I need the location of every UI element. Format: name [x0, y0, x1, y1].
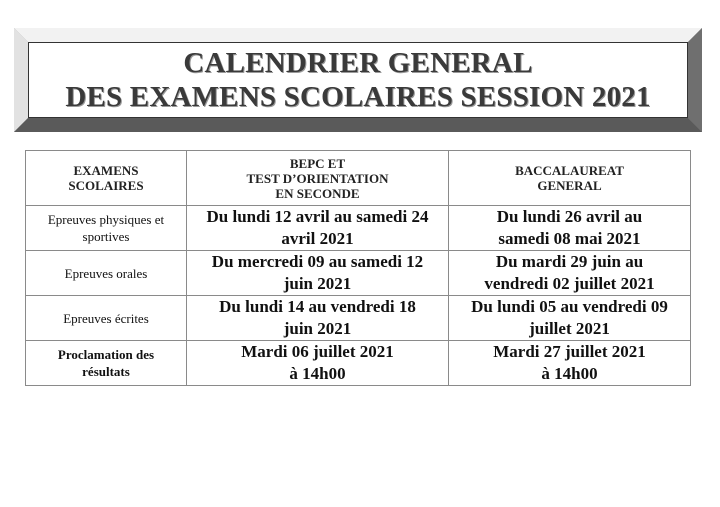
table-row	[26, 251, 691, 296]
frame-bevel-left	[14, 28, 28, 132]
cell-bepc-physical: Du lundi 12 avril au samedi 24 avril 2021	[187, 206, 449, 251]
table-row	[26, 296, 691, 341]
cell-bepc-oral: Du mercredi 09 au samedi 12 juin 2021	[187, 251, 449, 296]
title-line-2: DES EXAMENS SCOLAIRES SESSION 2021	[65, 81, 651, 113]
frame-bevel-right	[688, 28, 702, 132]
row-label-oral: Epreuves orales	[26, 251, 187, 296]
table-header-row	[26, 151, 691, 206]
header-bac: BACCALAUREAT GENERAL	[449, 151, 691, 206]
title-box	[28, 42, 688, 118]
exam-schedule-table	[25, 150, 691, 386]
cell-bac-results: Mardi 27 juillet 2021 à 14h00	[449, 341, 691, 386]
table-row	[26, 341, 691, 386]
table-row	[26, 206, 691, 251]
cell-bepc-results: Mardi 06 juillet 2021 à 14h00	[187, 341, 449, 386]
title-line-1: CALENDRIER GENERAL	[183, 47, 533, 79]
frame-bevel-bottom	[14, 118, 702, 132]
cell-bac-physical: Du lundi 26 avril au samedi 08 mai 2021	[449, 206, 691, 251]
row-label-written: Epreuves écrites	[26, 296, 187, 341]
header-bepc: BEPC ET TEST D’ORIENTATION EN SECONDE	[187, 151, 449, 206]
frame-bevel-top	[14, 28, 702, 42]
cell-bac-oral: Du mardi 29 juin au vendredi 02 juillet 2021	[449, 251, 691, 296]
cell-bac-written: Du lundi 05 au vendredi 09 juillet 2021	[449, 296, 691, 341]
row-label-physical: Epreuves physiques et sportives	[26, 206, 187, 251]
title-frame	[14, 28, 702, 132]
cell-bepc-written: Du lundi 14 au vendredi 18 juin 2021	[187, 296, 449, 341]
header-exams: EXAMENS SCOLAIRES	[26, 151, 187, 206]
row-label-results: Proclamation des résultats	[26, 341, 187, 386]
